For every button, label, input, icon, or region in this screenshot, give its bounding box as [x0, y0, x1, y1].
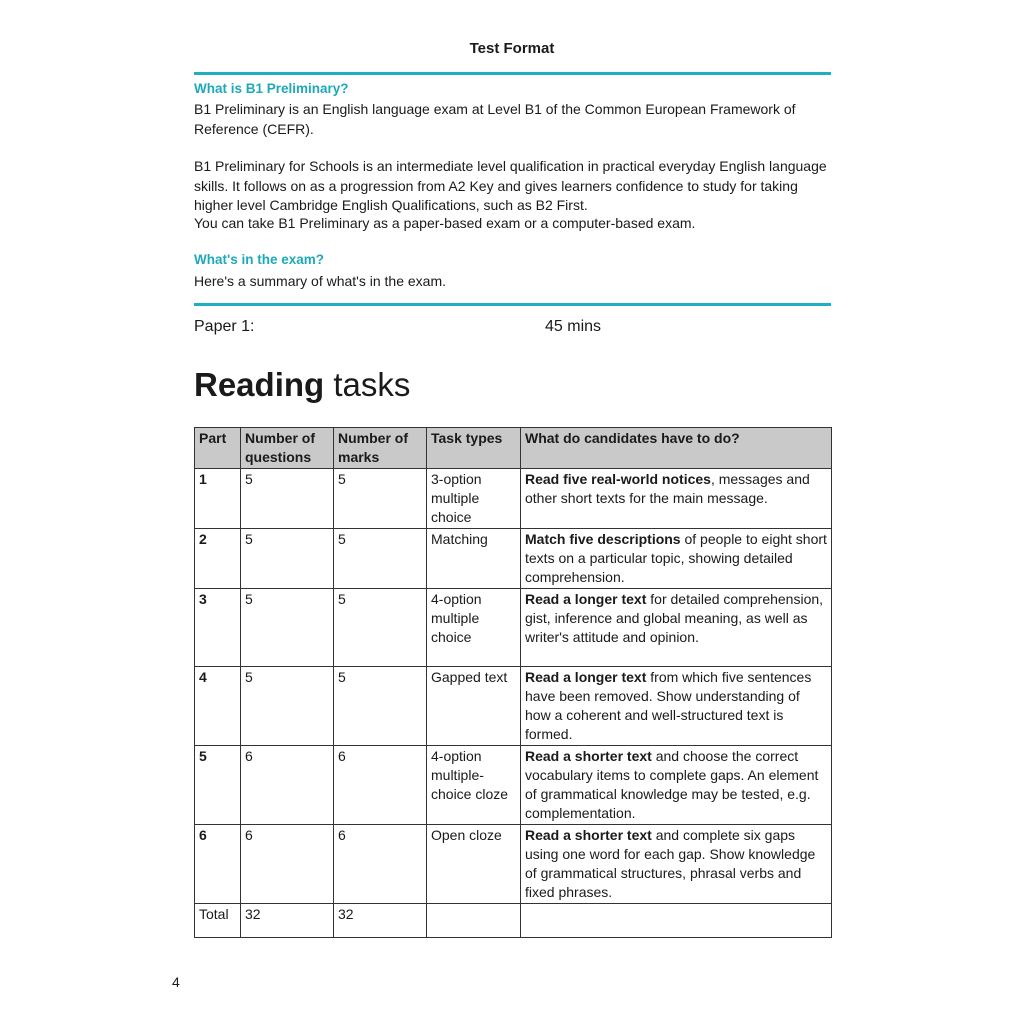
description-rest: from which five sentences have been removed. Show understanding of how a coherent and well-structured text is formed.	[525, 669, 812, 742]
paper-label: Paper 1:	[194, 318, 255, 335]
paragraph-intro: B1 Preliminary is an English language exam at Level B1 of the Common European Framework of Reference (CEFR).	[194, 101, 796, 137]
marks-count: 5	[334, 589, 427, 667]
task-description	[521, 746, 832, 825]
reading-tasks-table	[194, 427, 832, 938]
paragraph-summary: Here's a summary of what's in the exam.	[194, 273, 446, 289]
page-title: Test Format	[469, 40, 555, 57]
questions-count: 5	[241, 589, 334, 667]
marks-count: 6	[334, 746, 427, 825]
paper-time: 45 mins	[545, 318, 602, 335]
paragraph-schools: B1 Preliminary for Schools is an intermediate level qualification in practical everyday English language skills. It follows on as a progression from A2 Key and gives learners confidence to study for taking higher level Cambridge English Qualifications, such as B2 First.	[194, 158, 827, 213]
description-rest: of people to eight short texts on a particular topic, showing detailed comprehension.	[525, 531, 827, 585]
task-type: 4-option multiple-choice cloze	[427, 746, 521, 825]
questions-count: 6	[241, 746, 334, 825]
table-row	[195, 589, 832, 667]
section-heading-what-is: What is B1 Preliminary?	[194, 81, 349, 96]
description-bold: Read a longer text	[525, 591, 647, 607]
reading-title-rest: tasks	[324, 366, 411, 403]
description-bold: Match five descriptions	[525, 531, 681, 547]
table-row	[195, 529, 832, 589]
marks-count: 6	[334, 825, 427, 904]
task-description	[521, 667, 832, 746]
marks-count: 5	[334, 529, 427, 589]
marks-count: 5	[334, 667, 427, 746]
questions-count: 5	[241, 529, 334, 589]
part-number: 4	[195, 667, 241, 746]
task-description	[521, 529, 832, 589]
table-row	[195, 746, 832, 825]
task-type: Gapped text	[427, 667, 521, 746]
table-total-row	[195, 904, 832, 938]
task-type: 3-option multiple choice	[427, 469, 521, 529]
section-heading-whats-in: What's in the exam?	[194, 252, 324, 267]
header-task-types: Task types	[427, 428, 521, 469]
task-description	[521, 825, 832, 904]
marks-count: 5	[334, 469, 427, 529]
questions-count: 5	[241, 667, 334, 746]
description-rest: and choose the correct vocabulary items to complete gaps. An element of grammatical knowledge may be tested, e.g. complementation.	[525, 748, 819, 821]
part-number: 1	[195, 469, 241, 529]
task-type: 4-option multiple choice	[427, 589, 521, 667]
part-number: 2	[195, 529, 241, 589]
reading-tasks-title	[194, 366, 410, 404]
description-rest: for detailed comprehension, gist, inference and global meaning, as well as writer's attitude and opinion.	[525, 591, 824, 645]
header-description: What do candidates have to do?	[521, 428, 832, 469]
questions-count: 5	[241, 469, 334, 529]
total-task-type-empty	[427, 904, 521, 938]
table-header-row	[195, 428, 832, 469]
total-questions: 32	[241, 904, 334, 938]
description-bold: Read a shorter text	[525, 748, 652, 764]
table-row	[195, 469, 832, 529]
task-type: Open cloze	[427, 825, 521, 904]
header-part: Part	[195, 428, 241, 469]
table-row	[195, 825, 832, 904]
total-marks: 32	[334, 904, 427, 938]
total-description-empty	[521, 904, 832, 938]
task-description	[521, 469, 832, 529]
task-type: Matching	[427, 529, 521, 589]
reading-title-bold: Reading	[194, 366, 325, 403]
divider-middle	[194, 303, 831, 306]
page-number: 4	[172, 974, 180, 990]
task-description	[521, 589, 832, 667]
part-number: 3	[195, 589, 241, 667]
part-number: 6	[195, 825, 241, 904]
total-label: Total	[195, 904, 241, 938]
description-bold: Read a longer text	[525, 669, 647, 685]
part-number: 5	[195, 746, 241, 825]
paragraph-formats: You can take B1 Preliminary as a paper-based exam or a computer-based exam.	[194, 215, 696, 231]
header-marks: Number of marks	[334, 428, 427, 469]
description-rest: and complete six gaps using one word for each gap. Show knowledge of grammatical structures, phrasal verbs and fixed phrases.	[525, 827, 816, 900]
header-questions: Number of questions	[241, 428, 334, 469]
description-rest: , messages and other short texts for the main message.	[525, 471, 810, 506]
table-row	[195, 667, 832, 746]
description-bold: Read a shorter text	[525, 827, 652, 843]
description-bold: Read five real-world notices	[525, 471, 711, 487]
questions-count: 6	[241, 825, 334, 904]
divider-top	[194, 72, 831, 75]
